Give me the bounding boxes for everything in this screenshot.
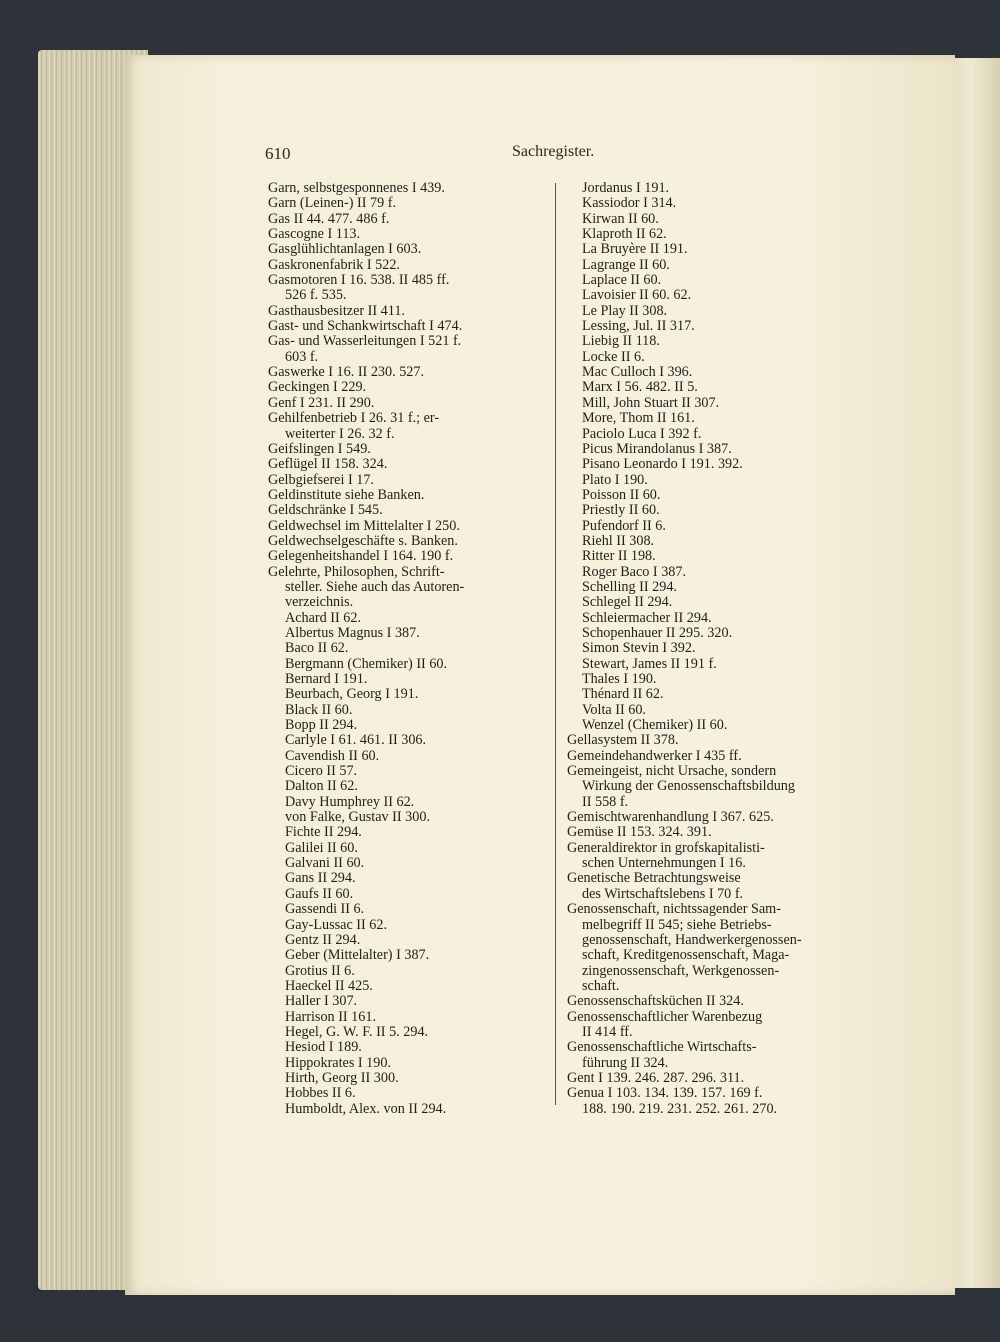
index-entry-line: Geldwechselgeschäfte s. Banken. (268, 532, 458, 549)
index-entry-line: Genetische Betrachtungsweise (567, 870, 741, 887)
index-entry-line: Schopenhauer II 295. 320. (582, 624, 733, 641)
index-entry-line: Haeckel II 425. (285, 977, 373, 994)
index-entry-line: Gascogne I 113. (268, 226, 361, 243)
index-column-left (268, 181, 546, 1117)
index-entry-line: Gay-Lussac II 62. (285, 916, 388, 933)
index-entry-line: More, Thom II 161. (582, 410, 695, 427)
index-entry-line: Gemischtwarenhandlung I 367. 625. (567, 809, 774, 826)
index-entry-line: Le Play II 308. (582, 302, 668, 319)
index-entry-line: Achard II 62. (285, 609, 362, 626)
index-entry-line: Geldschränke I 545. (268, 502, 383, 519)
index-entry-line: Paciolo Luca I 392 f. (582, 425, 702, 442)
index-entry-line: Genossenschaftliche Wirtschafts- (567, 1039, 757, 1056)
index-entry-line: Picus Mirandolanus I 387. (582, 440, 732, 457)
index-entry-line: Haller I 307. (285, 993, 358, 1010)
index-entry-line: Dalton II 62. (285, 778, 358, 795)
index-entry-line: steller. Siehe auch das Autoren- (285, 578, 465, 595)
index-entry-line: Gentz II 294. (285, 931, 361, 948)
index-entry-line: Galvani II 60. (285, 855, 365, 872)
index-column-right (567, 181, 849, 1117)
index-entry-line: Geber (Mittelalter) I 387. (285, 947, 430, 964)
index-entry-line: Mac Culloch I 396. (582, 364, 693, 381)
index-entry-line: Geckingen I 229. (268, 379, 367, 396)
index-entry-line: Geifslingen I 549. (268, 440, 371, 457)
index-entry-line: Ritter II 198. (582, 548, 656, 565)
index-entry-line: Gans II 294. (285, 870, 356, 887)
index-entry-line: Priestly II 60. (582, 502, 660, 519)
index-entry-line: Kirwan II 60. (582, 210, 659, 227)
index-entry-line: Pisano Leonardo I 191. 392. (582, 456, 743, 473)
index-entry-line: Genua I 103. 134. 139. 157. 169 f. (567, 1085, 763, 1102)
index-entry-line: Geldinstitute siehe Banken. (268, 486, 425, 503)
index-entry-line: Generaldirektor in grofskapitalisti- (567, 839, 765, 856)
index-entry-line: Thales I 190. (582, 671, 657, 687)
index-entry-line: Cavendish II 60. (285, 747, 380, 764)
index-entry-line: Hobbes II 6. (285, 1085, 356, 1102)
column-divider (555, 183, 556, 1105)
index-entry-line: Garn (Leinen-) II 79 f. (268, 195, 397, 212)
index-entry-line: Gemeindehandwerker I 435 ff. (567, 747, 742, 764)
index-entry-line: zingenossenschaft, Werkgenossen- (582, 962, 780, 979)
index-entry-line: Marx I 56. 482. II 5. (582, 379, 698, 396)
index-entry-line: Gast- und Schankwirtschaft I 474. (268, 318, 463, 335)
index-entry-line: Hesiod I 189. (285, 1039, 362, 1056)
index-entry-line: melbegriff II 545; siehe Betriebs- (582, 916, 772, 933)
facing-page-edge (952, 58, 1000, 1288)
index-entry-line: Lagrange II 60. (582, 256, 670, 273)
index-entry-line: von Falke, Gustav II 300. (285, 809, 431, 826)
index-entry-line: Cicero II 57. (285, 763, 358, 780)
index-entry-line: Fichte II 294. (285, 824, 362, 841)
index-entry-line: Gaskronenfabrik I 522. (268, 256, 400, 273)
index-entry-line: Grotius II 6. (285, 962, 355, 979)
index-entry-line: Locke II 6. (582, 348, 645, 365)
index-entry-line: Thénard II 62. (582, 686, 664, 703)
index-entry-line: Kassiodor I 314. (582, 195, 677, 212)
index-entry-line: Gaufs II 60. (285, 885, 354, 902)
index-entry-line: Black II 60. (285, 701, 353, 718)
index-entry-line: Beurbach, Georg I 191. (285, 686, 419, 703)
running-head: Sachregister. (512, 143, 595, 160)
index-entry-line: Albertus Magnus I 387. (285, 624, 420, 641)
index-entry-line: Bopp II 294. (285, 717, 358, 734)
index-entry-line: Gasglühlichtanlagen I 603. (268, 241, 422, 258)
index-entry-line: Riehl II 308. (582, 532, 655, 549)
index-entry-line: Bernard I 191. (285, 671, 368, 687)
index-entry-line: Humboldt, Alex. von II 294. (285, 1100, 447, 1117)
index-entry-line: Volta II 60. (582, 701, 646, 718)
index-entry-line: Gemeingeist, nicht Ursache, sondern (567, 763, 777, 780)
index-entry-line: Gellasystem II 378. (567, 732, 679, 749)
index-entry-line: Wirkung der Genossenschaftsbildung (582, 778, 795, 795)
index-entry-line: Genossenschaftsküchen II 324. (567, 993, 744, 1010)
index-entry-line: Hegel, G. W. F. II 5. 294. (285, 1023, 429, 1040)
index-entry-line: Mill, John Stuart II 307. (582, 394, 720, 411)
index-entry-line: Genossenschaft, nichtssagender Sam- (567, 901, 781, 918)
index-entry-line: Poisson II 60. (582, 486, 661, 503)
index-entry-line: Harrison II 161. (285, 1008, 377, 1025)
index-entry-line: Stewart, James II 191 f. (582, 655, 717, 672)
index-entry-line: Lessing, Jul. II 317. (582, 318, 695, 335)
index-entry-line: Schelling II 294. (582, 578, 677, 595)
index-entry-line: Plato I 190. (582, 471, 648, 488)
index-entry-line: Gelegenheitshandel I 164. 190 f. (268, 548, 454, 565)
index-entry-line: Wenzel (Chemiker) II 60. (582, 717, 728, 734)
index-entry-line: Geldwechsel im Mittelalter I 250. (268, 517, 460, 534)
index-entry-line: Gent I 139. 246. 287. 296. 311. (567, 1069, 745, 1086)
index-entry-line: Garn, selbstgesponnenes I 439. (268, 180, 445, 196)
index-entry-line: Gemüse II 153. 324. 391. (567, 824, 712, 841)
index-entry-line: führung II 324. (582, 1054, 669, 1071)
index-entry-line: schen Unternehmungen I 16. (582, 855, 746, 872)
index-entry-line: weiterter I 26. 32 f. (285, 425, 395, 442)
index-entry-line: Hippokrates I 190. (285, 1054, 391, 1071)
index-entry-line: Schlegel II 294. (582, 594, 673, 611)
index-entry-line: des Wirtschaftslebens I 70 f. (582, 885, 744, 902)
index-entry-line: Gas- und Wasserleitungen I 521 f. (268, 333, 462, 350)
index-entry-line: Bergmann (Chemiker) II 60. (285, 655, 448, 672)
index-entry-line: Gassendi II 6. (285, 901, 365, 918)
index-entry-line: schaft, Kreditgenossenschaft, Maga- (582, 947, 790, 964)
page-number: 610 (265, 144, 291, 163)
index-entry-line: Genf I 231. II 290. (268, 394, 375, 411)
index-entry-line: Geflügel II 158. 324. (268, 456, 388, 473)
index-entry-line: genossenschaft, Handwerkergenossen- (582, 931, 802, 948)
index-entry-line: Gelehrte, Philosophen, Schrift- (268, 563, 445, 580)
index-entry-line: Gasthausbesitzer II 411. (268, 302, 405, 319)
index-entry-line: II 414 ff. (582, 1023, 633, 1040)
index-entry-line: 188. 190. 219. 231. 252. 261. 270. (582, 1100, 778, 1117)
index-entry-line: Simon Stevin I 392. (582, 640, 696, 657)
index-entry-line: Gasmotoren I 16. 538. II 485 ff. (268, 272, 450, 289)
index-entry-line: Laplace II 60. (582, 272, 662, 289)
index-entry-line: Gehilfenbetrieb I 26. 31 f.; er- (268, 410, 440, 427)
index-entry-line: Carlyle I 61. 461. II 306. (285, 732, 427, 749)
index-entry-line: 603 f. (285, 348, 319, 365)
index-entry-line: Genossenschaftlicher Warenbezug (567, 1008, 763, 1025)
index-entry-line: Jordanus I 191. (582, 180, 670, 196)
index-entry-line: Pufendorf II 6. (582, 517, 666, 534)
index-entry-line: verzeichnis. (285, 594, 354, 611)
index-entry-line: Davy Humphrey II 62. (285, 793, 415, 810)
index-entry-line: Liebig II 118. (582, 333, 660, 350)
index-entry-line: Lavoisier II 60. 62. (582, 287, 692, 304)
index-entry-line: II 558 f. (582, 793, 629, 810)
index-entry-line: Hirth, Georg II 300. (285, 1069, 399, 1086)
index-entry-line: Galilei II 60. (285, 839, 358, 856)
index-entry-line: 526 f. 535. (285, 287, 347, 304)
index-entry-line: Schleiermacher II 294. (582, 609, 712, 626)
index-entry-line: Gaswerke I 16. II 230. 527. (268, 364, 425, 381)
index-entry-line: Klaproth II 62. (582, 226, 667, 243)
index-entry-line: Roger Baco I 387. (582, 563, 687, 580)
index-entry-line: Gas II 44. 477. 486 f. (268, 210, 390, 227)
index-entry-line: schaft. (582, 977, 620, 994)
index-entry-line: Baco II 62. (285, 640, 349, 657)
index-entry-line: Gelbgiefserei I 17. (268, 471, 374, 488)
index-entry-line: La Bruyère II 191. (582, 241, 688, 258)
